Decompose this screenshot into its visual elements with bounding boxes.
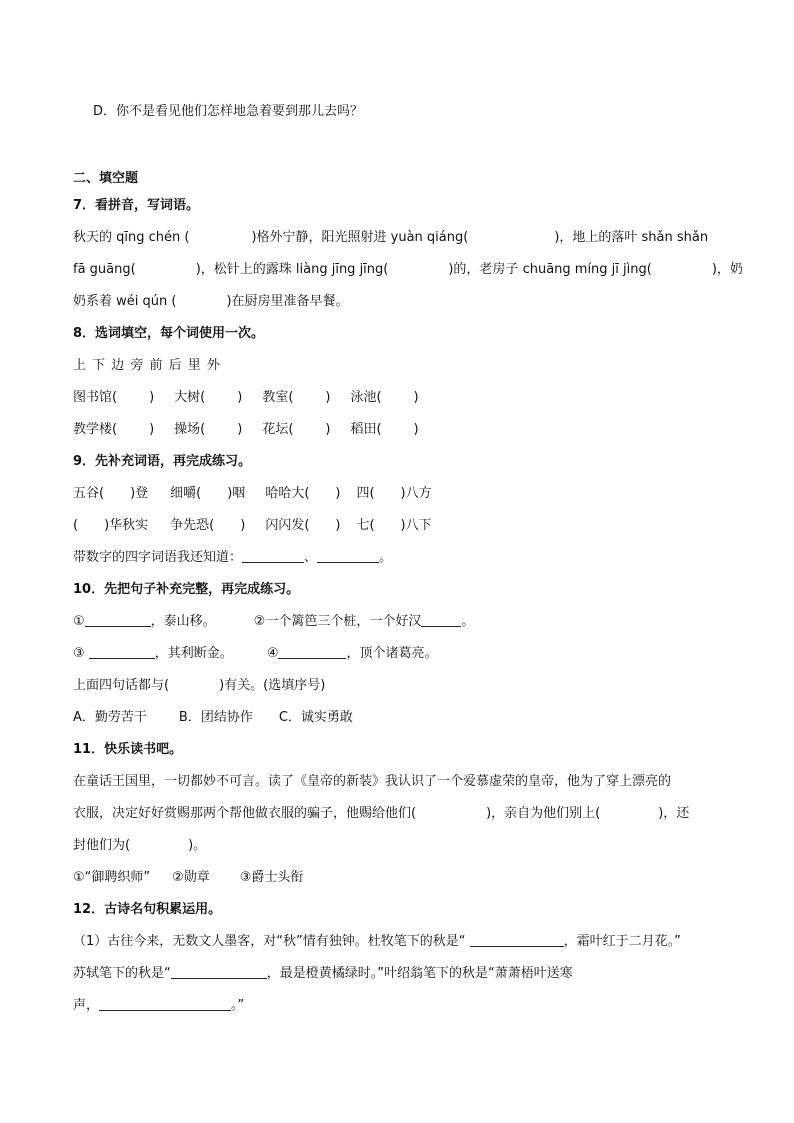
q11-option-1: ①“御聘织师” xyxy=(73,870,151,885)
q11-option-2: ②勋章 xyxy=(172,870,210,885)
q7-line-2: fā guāng( )，松针上的露珠 liàng jīng jīng( )的，老房子 chuāng míng jī jìng( )，奶 xyxy=(73,262,743,277)
q12-line-1: （1）古往今来，无数文人墨客，对“秋”情有独钟。杜牧笔下的秋是“ ，霜叶红于二月花。” xyxy=(73,934,681,949)
q11-option-3: ③爵士头衔 xyxy=(239,870,304,885)
q8-row-2: 教学楼( ) 操场( ) 花坛( ) 稻田( ) xyxy=(73,422,419,437)
q10-option-a: A．勤劳苦干 xyxy=(73,710,147,725)
q7-title: 7．看拼音，写词语。 xyxy=(73,198,200,213)
q9-title: 9．先补充词语，再完成练习。 xyxy=(73,454,252,469)
q7-line-3: 奶系着 wéi qún ( )在厨房里准备早餐。 xyxy=(73,294,349,309)
q9-row-1: 五谷( )登 细嚼( )咽 哈哈大( ) 四( )八方 xyxy=(73,486,432,501)
option-d: D．你不是看见他们怎样地急着要到那儿去吗？ xyxy=(93,104,364,119)
q10-sentence-2: ③ ，其利断金。 ④ ，顶个诸葛亮。 xyxy=(73,646,438,661)
q10-title: 10．先把句子补充完整，再完成练习。 xyxy=(73,582,300,597)
q10-sentence-1: ① ，泰山移。 ②一个篱笆三个桩，一个好汉 。 xyxy=(73,614,475,629)
q11-title: 11．快乐读书吧。 xyxy=(73,742,183,757)
q9-row-2: ( )华秋实 争先恐( ) 闪闪发( ) 七( )八下 xyxy=(73,518,432,533)
q12-title: 12．古诗名句积累运用。 xyxy=(73,902,222,917)
q11-line-2: 衣服，决定好好赏赐那两个帮他做衣服的骗子，他赐给他们( )，亲自为他们别上( )，还 xyxy=(73,806,690,821)
q10-options xyxy=(73,710,353,726)
q10-option-c: C．诚实勇敢 xyxy=(278,710,353,725)
q11-line-3: 封他们为( )。 xyxy=(73,838,207,853)
q8-row-1: 图书馆( ) 大树( ) 教室( ) 泳池( ) xyxy=(73,390,419,405)
section-heading: 二、填空题 xyxy=(73,171,139,186)
q10-question: 上面四句话都与( )有关。(选填序号) xyxy=(73,678,326,693)
q8-word-bank: 上 下 边 旁 前 后 里 外 xyxy=(73,358,221,373)
q11-options xyxy=(73,870,303,886)
q12-line-3: 声， 。” xyxy=(73,998,245,1013)
q10-option-b: B．团结协作 xyxy=(178,710,253,725)
q12-line-2: 苏轼笔下的秋是“ ，最是橙黄橘绿时。”叶绍翁笔下的秋是“萧萧梧叶送寒 xyxy=(73,966,573,981)
q7-line-1: 秋天的 qīng chén ( )格外宁静，阳光照射进 yuàn qiáng( )，地上的落叶 shǎn shǎn xyxy=(73,230,709,245)
q8-title: 8．选词填空，每个词使用一次。 xyxy=(73,326,265,341)
q9-row-3: 带数字的四字词语我还知道： 、 。 xyxy=(73,550,393,565)
q11-line-1: 在童话王国里，一切都妙不可言。读了《皇帝的新装》我认识了一个爱慕虚荣的皇帝，他为了穿上漂亮的 xyxy=(73,774,672,789)
